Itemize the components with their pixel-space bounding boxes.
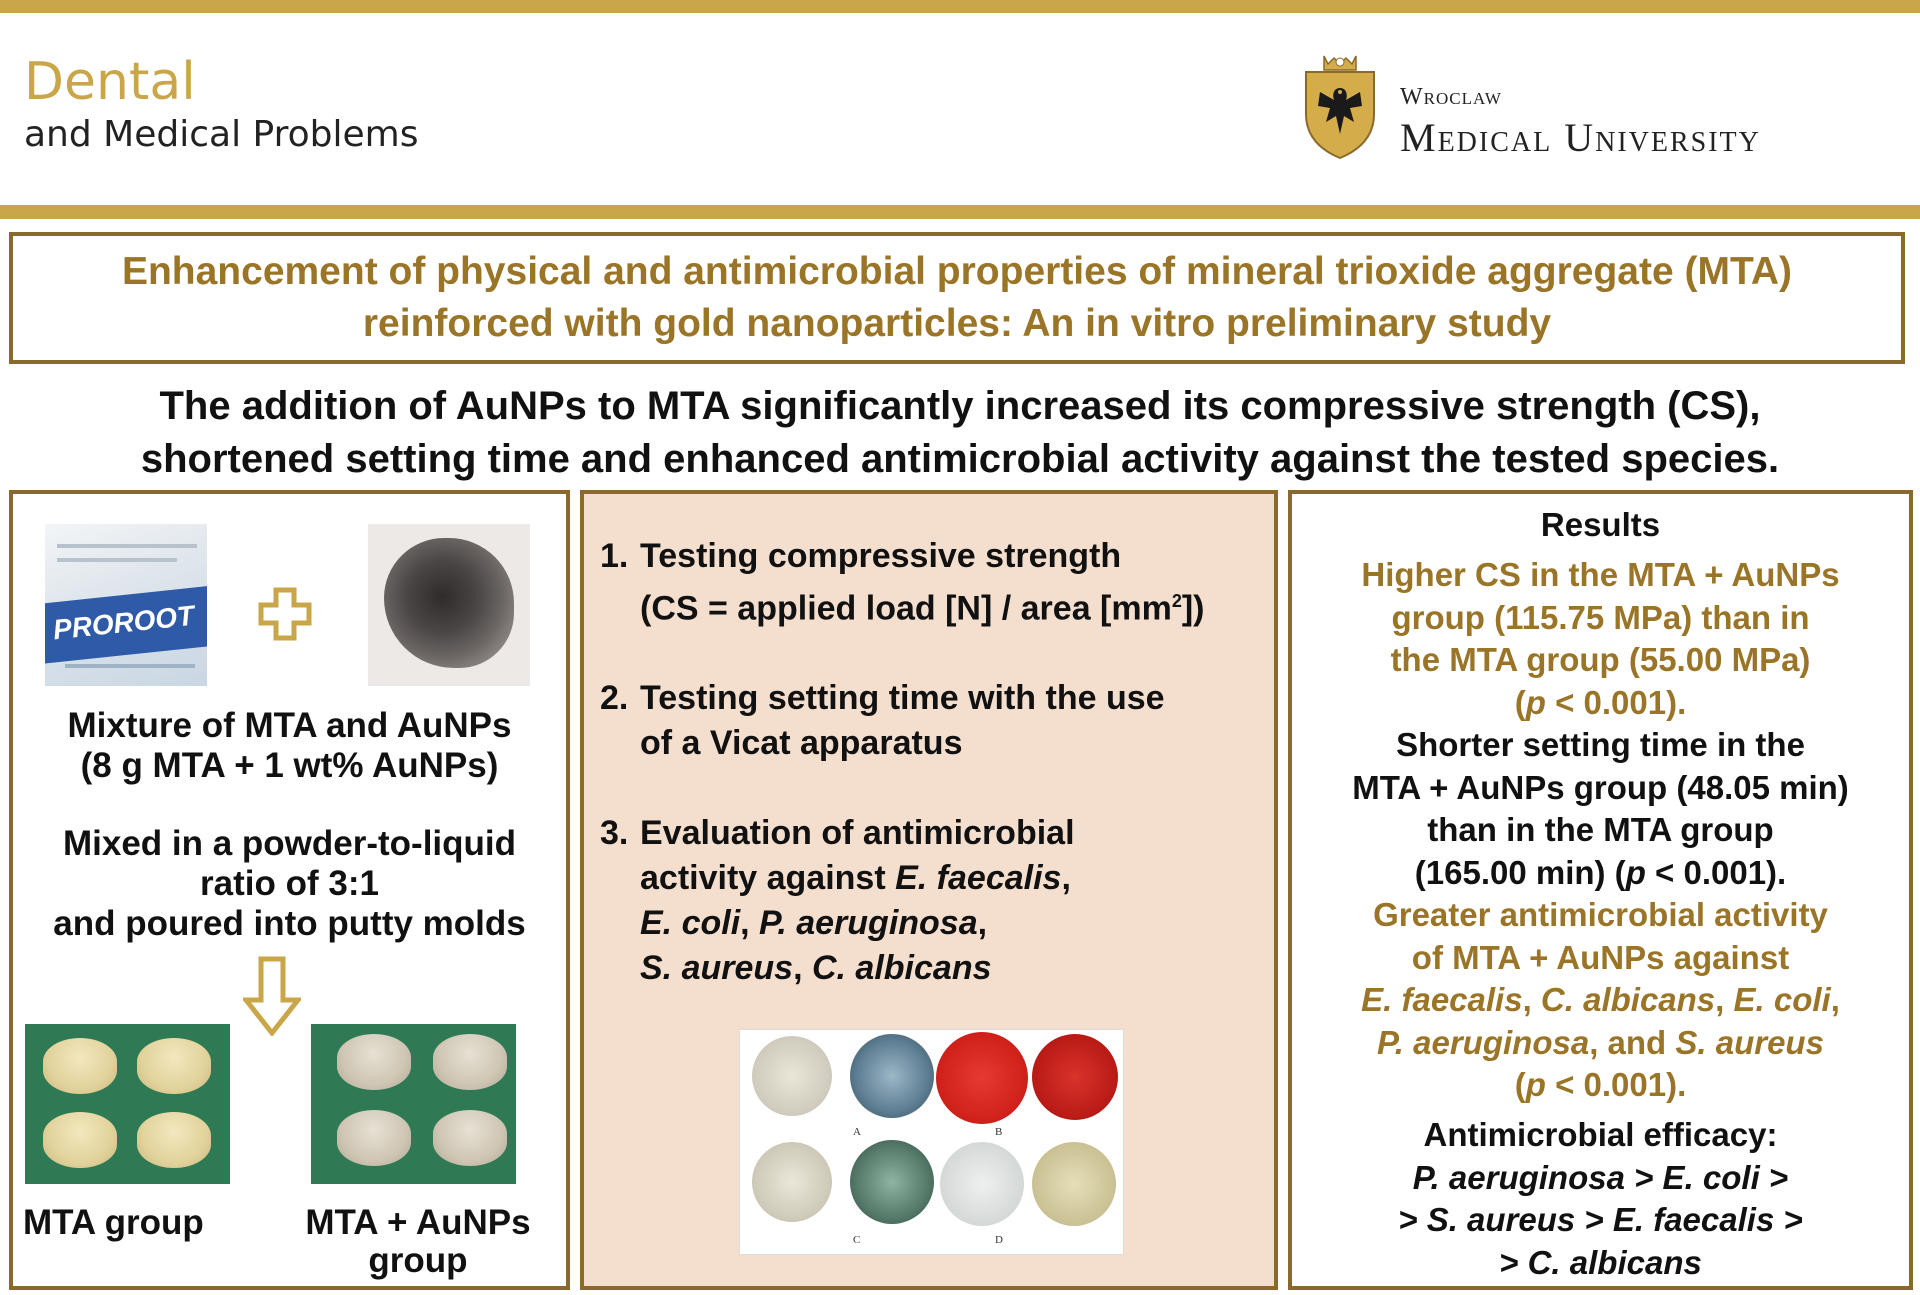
antimicrobial-result [1292,894,1909,1107]
efficacy-line: > S. aureus > E. faecalis > [1398,1201,1803,1238]
key-finding-line2: shortened setting time and enhanced antimicrobial activity against the tested species. [140,437,1780,481]
method-steps [600,534,1260,1036]
journal-logo [24,52,418,158]
university-line2: Medical University [1400,115,1761,160]
gold-nanoparticle-powder-photo [368,524,530,686]
step-text: of a Vicat apparatus [640,724,963,763]
proroot-package-photo [45,524,207,686]
mixing-line1: Mixed in a powder-to-liquid [62,824,517,863]
plate-label: B [995,1126,1003,1138]
article-title [122,246,1792,350]
step-text: E. coli, P. aeruginosa, [640,904,988,943]
agar-plates-photo [739,1029,1124,1255]
materials-panel [9,490,570,1290]
mixture-line2: (8 g MTA + 1 wt% AuNPs) [80,746,499,785]
plus-icon [258,587,312,641]
step-text: activity against E. faecalis, [640,859,1071,898]
step-text: Evaluation of antimicrobial [640,814,1075,853]
product-label: PROROOT [51,599,196,646]
cs-result-line: (p < 0.001). [1514,683,1687,721]
setting-time-result [1292,724,1909,894]
journal-title: Dental [24,52,196,112]
top-gold-bar [0,0,1920,13]
university-logo [1300,52,1820,162]
journal-subtitle: and Medical Problems [24,114,419,155]
mixture-line1: Mixture of MTA and AuNPs [67,706,512,745]
down-arrow-icon [243,956,301,1036]
cs-result-line: Higher CS in the MTA + AuNPs [1361,556,1840,593]
antimicrobial-result-line: P. aeruginosa, and S. aureus [1377,1023,1824,1061]
antimicrobial-result-line: Greater antimicrobial activity [1373,896,1828,933]
agar-plate [1032,1034,1118,1120]
agar-plate [936,1032,1028,1124]
cs-result-line: group (115.75 MPa) than in [1391,598,1810,636]
setting-result-line: (165.00 min) (p < 0.001). [1414,853,1787,891]
antimicrobial-result-line: (p < 0.001). [1514,1066,1687,1103]
article-title-line2: reinforced with gold nanoparticles: An in vitro preliminary study [362,302,1552,345]
mixing-line3: and poured into putty molds [53,904,526,943]
plate-label: D [995,1234,1003,1246]
key-finding-line1: The addition of AuNPs to MTA significantly increased its compressive strength (CS), [159,384,1761,428]
article-title-box [9,232,1905,364]
mixture-text [13,706,566,786]
agar-plate [850,1140,934,1224]
step-number: 3. [600,814,629,853]
setting-result-line: MTA + AuNPs group (48.05 min) [1352,768,1849,806]
mixing-text [13,824,566,944]
step-formula: (CS = applied load [N] / area $[mm^2]$) [640,589,1205,628]
header-gold-bar [0,205,1920,219]
mta-aunp-group-label-line2: group [368,1241,468,1280]
agar-plate [752,1142,832,1222]
efficacy-ranking [1292,1114,1909,1284]
mta-aunp-group-label [303,1204,533,1280]
efficacy-line: > C. albicans [1499,1243,1702,1281]
agar-plate [752,1036,832,1116]
step-text: S. aureus, C. albicans [640,949,992,988]
method-step [600,676,1260,766]
step-text: Testing compressive strength [640,537,1122,575]
method-step [600,811,1260,991]
article-title-line1: Enhancement of physical and antimicrobial properties of mineral trioxide aggregate (MTA) [121,250,1793,293]
university-line1: Wroclaw [1400,84,1502,110]
setting-result-line: than in the MTA group [1427,811,1774,848]
agar-plate [1032,1142,1116,1226]
mta-tablets-photo [25,1024,230,1184]
efficacy-title: Antimicrobial efficacy: [1423,1116,1778,1153]
cs-result-line: the MTA group (55.00 MPa) [1390,641,1811,678]
results-title: Results [1540,506,1661,543]
mta-aunp-tablets-photo [311,1024,516,1184]
efficacy-line: P. aeruginosa > E. coli > [1412,1158,1789,1196]
key-finding [0,380,1920,486]
agar-plate [940,1142,1024,1226]
plate-label: C [853,1234,861,1246]
cs-result [1292,554,1909,724]
mixing-line2: ratio of 3:1 [200,864,379,903]
antimicrobial-result-line: of MTA + AuNPs against [1411,938,1790,976]
step-number: 2. [600,679,629,718]
setting-result-line: Shorter setting time in the [1396,726,1805,763]
agar-plate [850,1034,934,1118]
step-text: Testing setting time with the use [640,679,1165,718]
results-panel [1288,490,1913,1290]
mta-aunp-group-label-line1: MTA + AuNPs [305,1203,531,1242]
antimicrobial-result-line: E. faecalis, C. albicans, E. coli, [1361,981,1840,1018]
plate-label: A [853,1126,861,1138]
mta-group-label: MTA group [23,1203,204,1242]
methods-panel [580,490,1278,1290]
step-number: 1. [600,537,629,575]
method-step [600,534,1260,631]
eagle-crest-icon [1300,52,1380,160]
